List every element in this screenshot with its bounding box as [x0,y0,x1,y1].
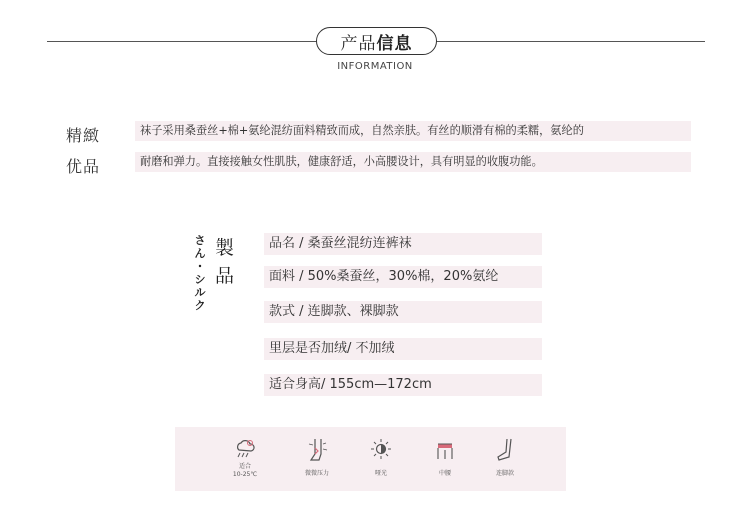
sun-half-icon [369,438,393,460]
mid-waist-icon [433,438,457,460]
vertical-char: ・ [194,260,206,273]
vertical-japanese-title [193,234,207,312]
feature-caption: 连脚款 [495,470,514,477]
feature-caption: 微微压力 [304,470,329,477]
header-rule-right [434,41,705,42]
spec-style: 款式 / 连脚款、裸脚款 [264,301,542,323]
vertical-char: シ [194,273,206,286]
intro-text-line1: 袜子采用桑蚕丝+棉+氨纶混纺面料精致而成，自然亲肤。有丝的顺滑有棉的柔糯，氨纶的 [135,121,691,141]
header-rule-left [47,41,319,42]
weather-cloud-icon [233,438,257,460]
feature-strip [175,427,566,491]
intro-label-line2: 优品 [66,157,101,176]
vertical-title-char: 品 [215,265,235,287]
feature-caption: 中腰 [438,470,451,477]
feature-temperature [215,427,275,491]
feature-caption: 哑光 [374,470,387,477]
intro-text-line2: 耐磨和弹力。直接接触女性肌肤，健康舒适，小高腰设计，具有明显的收腹功能。 [135,152,691,172]
section-title-bold: 信息 [376,33,413,54]
footed-stocking-icon [493,438,517,462]
section-subtitle: INFORMATION [337,61,413,72]
feature-mid-waist [415,427,475,491]
spec-lining: 里层是否加绒/ 不加绒 [264,338,542,360]
feature-caption: 适合 [238,463,251,470]
vertical-char: さ [194,234,206,247]
feature-footed [475,427,535,491]
vertical-char: ル [194,286,206,299]
vertical-title-char: 製 [215,237,235,259]
feature-pressure [287,427,347,491]
section-title [316,27,437,55]
feature-matte [351,427,411,491]
vertical-char: ク [194,299,206,312]
intro-label-line1: 精緻 [66,126,101,145]
vertical-product-title [215,234,234,290]
section-title-normal: 产品 [340,33,377,54]
leg-pressure-icon [305,438,329,464]
feature-caption: 10-25℃ [232,471,258,478]
spec-height: 适合身高/ 155cm—172cm [264,374,542,396]
spec-product-name: 品名 / 桑蚕丝混纺连裤袜 [264,233,542,255]
vertical-char: ん [194,247,206,260]
spec-fabric: 面料 / 50%桑蚕丝，30%棉，20%氨纶 [264,266,542,288]
